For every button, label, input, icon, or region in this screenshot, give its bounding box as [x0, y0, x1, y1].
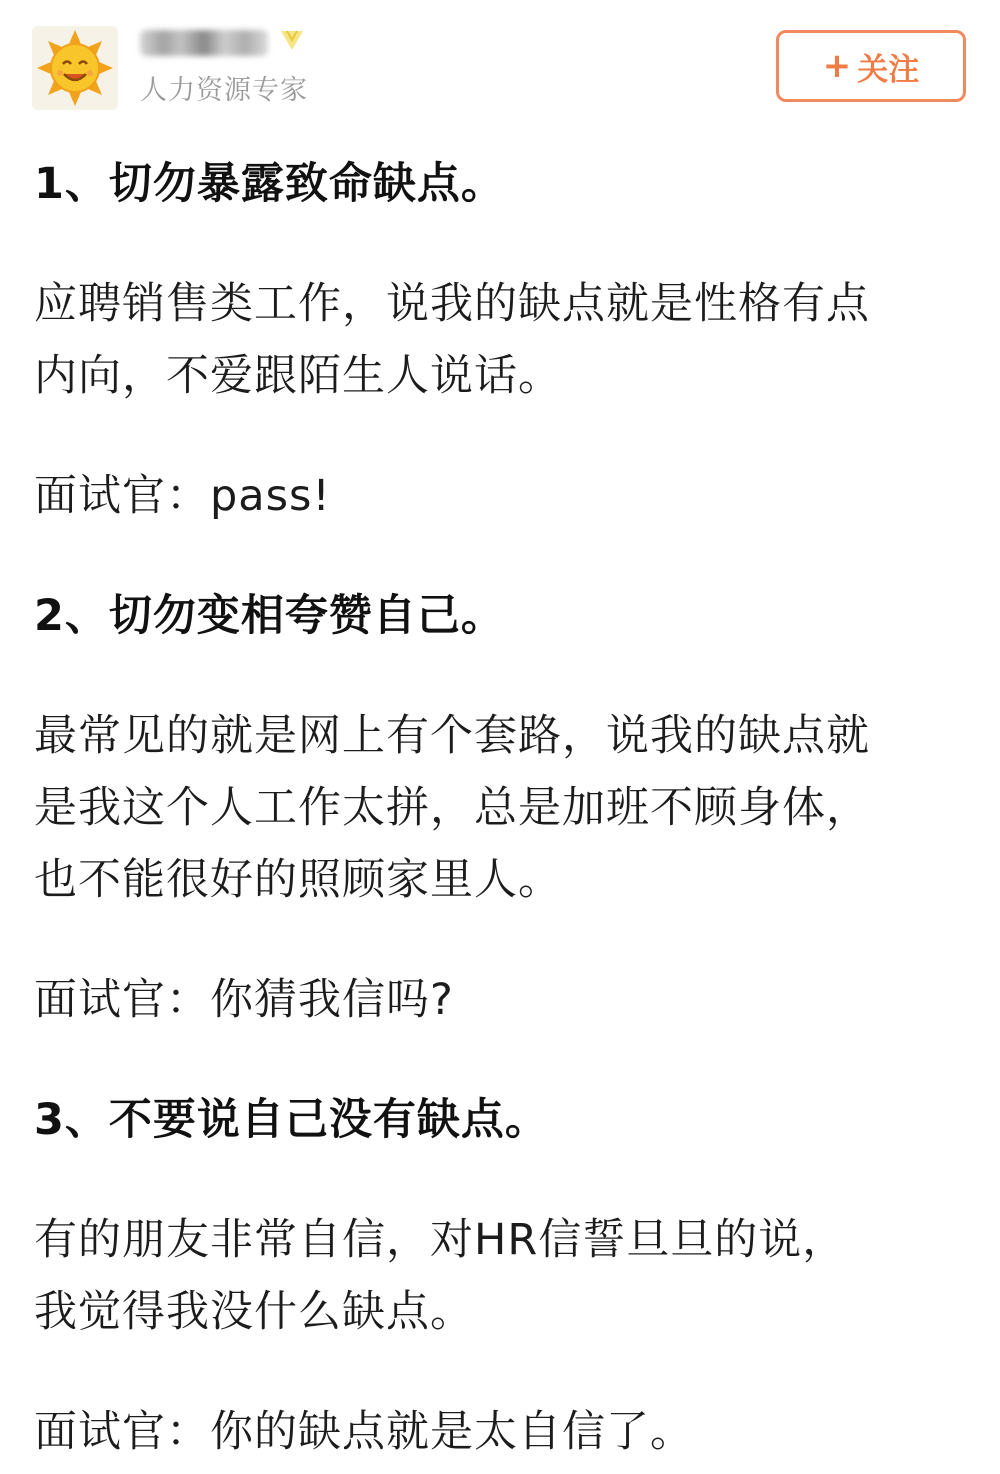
sun-avatar-icon[interactable]: [32, 26, 118, 110]
follow-button-label: 关注: [857, 51, 920, 88]
section-heading: 2、切勿变相夸赞自己。: [34, 591, 505, 641]
section-body-line: 应聘销售类工作，说我的缺点就是性格有点: [34, 279, 870, 329]
plus-icon: +: [822, 46, 852, 86]
section-heading: 1、切勿暴露致命缺点。: [34, 159, 505, 209]
blurred-username: [140, 30, 268, 56]
section-body-line: 也不能很好的照顾家里人。: [34, 855, 562, 905]
author-title: 人力资源专家: [140, 75, 308, 106]
section-body-line: 内向，不爱跟陌生人说话。: [34, 351, 562, 401]
section-body-line: 有的朋友非常自信，对HR信誓旦旦的说，: [34, 1215, 847, 1265]
post-header: [0, 0, 1000, 130]
interviewer-reply: 面试官：pass!: [34, 471, 331, 521]
section-body-line: 我觉得我没什么缺点。: [34, 1287, 474, 1337]
interviewer-reply: 面试官：你的缺点就是太自信了。: [34, 1407, 694, 1457]
follow-button[interactable]: [776, 30, 966, 102]
interviewer-reply: 面试官：你猜我信吗?: [34, 975, 454, 1025]
section-body-line: 是我这个人工作太拼，总是加班不顾身体，: [34, 783, 870, 833]
vip-badge-icon: [278, 26, 306, 54]
author-name[interactable]: [140, 24, 340, 64]
section-heading: 3、不要说自己没有缺点。: [34, 1095, 549, 1145]
section-body-line: 最常见的就是网上有个套路，说我的缺点就: [34, 711, 870, 761]
